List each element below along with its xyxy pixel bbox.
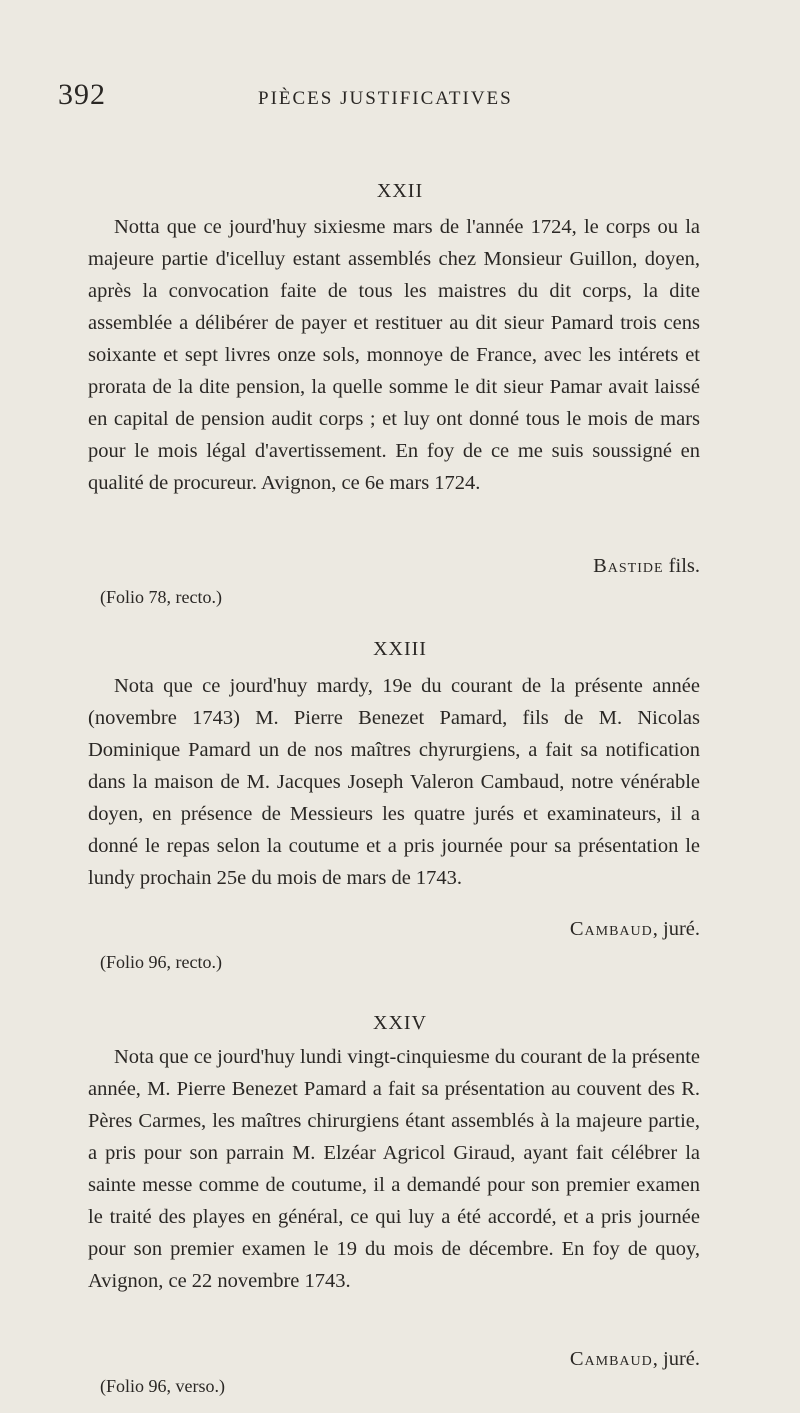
signature-xxiv <box>570 1348 700 1371</box>
section-number-xxiii: XXIII <box>373 638 427 660</box>
section-text-xxii: Notta que ce jourd'huy sixiesme mars de l'année 1724, le corps ou la majeure partie d'icelluy estant assemblés chez Monsieur Guillon, doyen, après la convocation faite de tous les maistres du dit corps, la dite assemblée a délibérer de payer et restituer au dit sieur Pamard trois cens soixante et sept livres onze sols, monnoye de France, avec les intérets et prorata de la dite pension, la quelle somme le dit sieur Pamar avait laissé en capital de pension audit corps ; et luy ont donné tous le mois de mars pour le mois légal d'avertissement. En foy de ce me suis soussigné en qualité de procureur. Avignon, ce 6e mars 1724. <box>88 216 700 494</box>
section-text-xxiii: Nota que ce jourd'huy mardy, 19e du courant de la présente année (novembre 1743) M. Pierre Benezet Pamard, fils de M. Nicolas Dominique Pamard un de nos maîtres chyrurgiens, a fait sa notification dans la maison de M. Jacques Joseph Valeron Cambaud, notre vénérable doyen, en présence de Messieurs les quatre jurés et examinateurs, il a donné le repas selon la coutume et a pris journée pour sa présentation le lundy prochain 25e du mois de mars de 1743. <box>88 675 700 889</box>
folio-xxii: (Folio 78, recto.) <box>100 587 222 607</box>
page-number: 392 <box>58 78 106 111</box>
folio-xxiii: (Folio 96, recto.) <box>100 952 222 972</box>
section-number-xxii: XXII <box>376 180 424 202</box>
signature-xxii <box>593 555 700 578</box>
running-title: PIÈCES JUSTIFICATIVES <box>258 88 513 109</box>
section-number-xxiv: XXIV <box>373 1012 427 1034</box>
folio-xxiv: (Folio 96, verso.) <box>100 1376 225 1396</box>
signature-suffix: , juré. <box>652 918 700 940</box>
signature-name: Cambaud <box>569 918 653 940</box>
signature-name: Cambaud <box>569 1348 653 1370</box>
running-head <box>58 78 740 118</box>
signature-suffix: , juré. <box>652 1348 700 1370</box>
section-text-xxiv: Nota que ce jourd'huy lundi vingt-cinquiesme du courant de la présente année, M. Pierre Benezet Pamard a fait sa présentation au couvent des R. Pères Carmes, les maîtres chirurgiens étant assemblés à la majeure partie, a pris pour son parrain M. Elzéar Agricol Giraud, ayant fait célébrer la sainte messe comme de coutume, il a demandé pour son premier examen le traité des playes en général, ce qui luy a été accordé, et a pris journée pour son premier examen le 19 du mois de décembre. En foy de quoy, Avignon, ce 22 novembre 1743. <box>88 1046 700 1292</box>
signature-suffix: fils. <box>663 555 700 577</box>
signature-xxiii <box>570 918 700 941</box>
signature-name: Bastide <box>593 555 664 577</box>
